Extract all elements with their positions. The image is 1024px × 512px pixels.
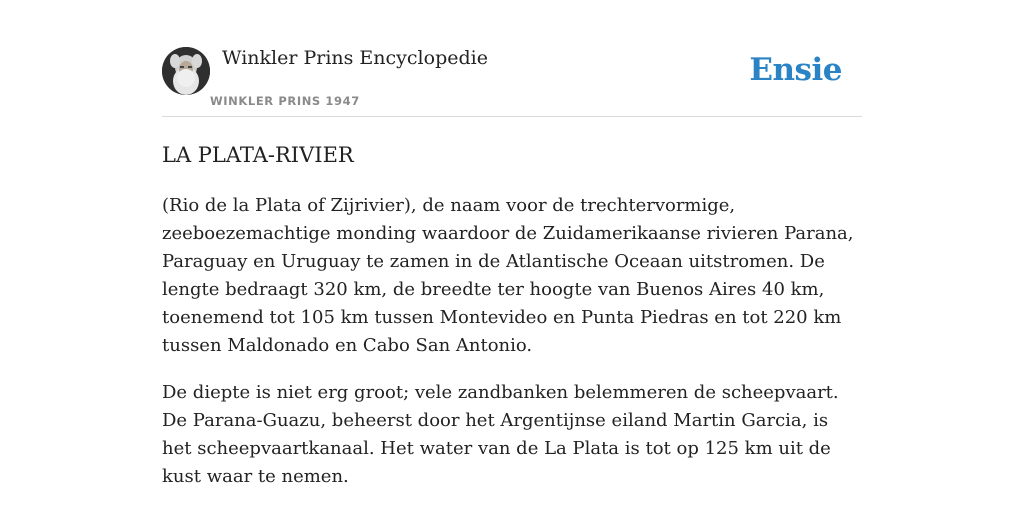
- portrait-icon: [162, 47, 210, 95]
- article-paragraph: De diepte is niet erg groot; vele zandbanken belemmeren de scheepvaart. De Parana-Guazu, beheerst door het Argentijnse eiland Martin Garcia, is het scheepvaartkanaal. Het water van de La Plata is tot op 125 km uit de kust waar te nemen.: [162, 382, 839, 487]
- article-body: [162, 192, 862, 510]
- brand-logo[interactable]: Ensie: [749, 52, 842, 88]
- source-title[interactable]: Winkler Prins Encyclopedie: [222, 47, 488, 69]
- avatar[interactable]: [162, 47, 210, 95]
- article-title: LA PLATA-RIVIER: [162, 143, 354, 167]
- article-paragraph: (Rio de la Plata of Zijrivier), de naam voor de trechtervormige, zeeboezemachtige monding waardoor de Zuidamerikaanse rivieren Parana, Paraguay en Uruguay te zamen in de Atlantische Oceaan uitstromen. De lengte bedraagt 320 km, de breedte ter hoogte van Buenos Aires 40 km, toenemend tot 105 km tussen Montevideo en Punta Piedras en tot 220 km tussen Maldonado en Cabo San Antonio.: [162, 195, 854, 356]
- source-subtitle: WINKLER PRINS 1947: [210, 94, 360, 108]
- source-header: [162, 44, 862, 117]
